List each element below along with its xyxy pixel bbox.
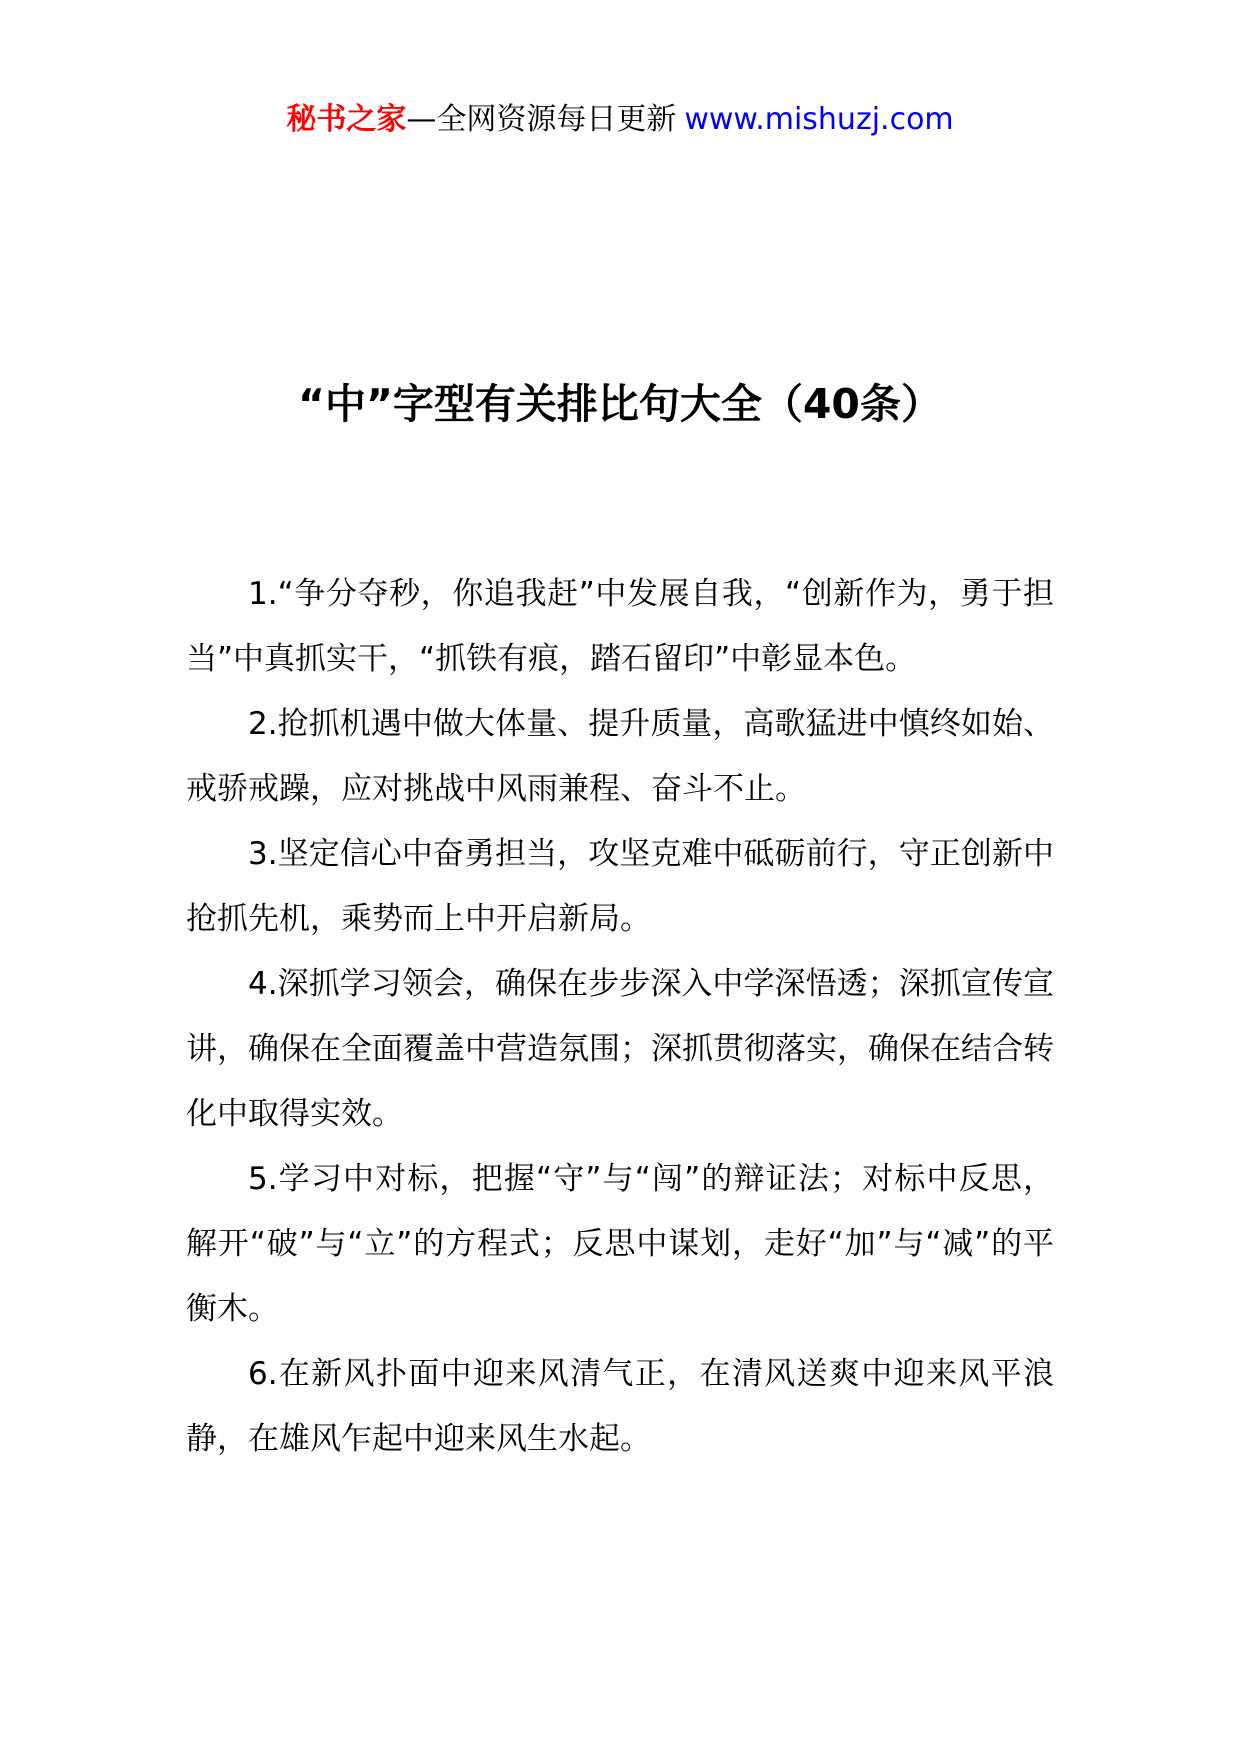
paragraph-2: 2.抢抓机遇中做大体量、提升质量，高歌猛进中慎终如始、戒骄戒躁，应对挑战中风雨兼程、奋斗不止。: [186, 706, 1054, 807]
paragraph-3: 3.坚定信心中奋勇担当，攻坚克难中砥砺前行，守正创新中抢抓先机，乘势而上中开启新局。: [186, 836, 1054, 937]
document-body: [186, 562, 1054, 1472]
header-slogan: —全网资源每日更新: [406, 102, 677, 137]
site-url-link[interactable]: www.mishuzj.com: [684, 102, 954, 137]
paragraph-4: 4.深抓学习领会，确保在步步深入中学深悟透；深抓宣传宣讲，确保在全面覆盖中营造氛围；深抓贯彻落实，确保在结合转化中取得实效。: [186, 966, 1054, 1132]
paragraph-5: 5.学习中对标，把握“守”与“闯”的辩证法；对标中反思，解开“破”与“立”的方程式；反思中谋划，走好“加”与“减”的平衡木。: [186, 1161, 1054, 1327]
paragraph-6: 6.在新风扑面中迎来风清气正，在清风送爽中迎来风平浪静，在雄风乍起中迎来风生水起。: [186, 1356, 1054, 1457]
site-header: [0, 100, 1240, 140]
document-title: “中”字型有关排比句大全（40条）: [298, 380, 942, 428]
paragraph-1: 1.“争分夺秒，你追我赶”中发展自我，“创新作为，勇于担当”中真抓实干，“抓铁有痕，踏石留印”中彰显本色。: [186, 576, 1054, 677]
brand-name: 秘书之家: [286, 102, 407, 137]
